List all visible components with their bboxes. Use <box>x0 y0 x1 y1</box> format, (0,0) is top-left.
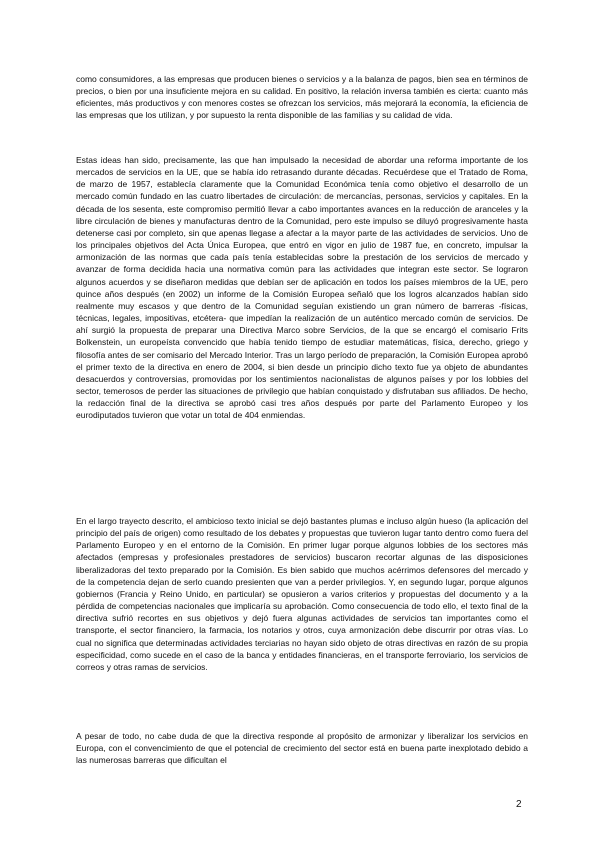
paragraph-2: Estas ideas han sido, precisamente, las que han impulsado la necesidad de abordar una reforma importante de los mercados de servicios en la UE, que se había ido retrasando durante décadas. Recuérdese que el Tratado de Roma, de marzo de 1957, establecía claramente que la Comunidad Económica tenía como objetivo el desarrollo de un mercado común fundado en las cuatro libertades de circulación: de mercancías, personas, servicios y capitales. En la década de los sesenta, este compromiso permitió llevar a cabo importantes avances en la reducción de aranceles y la libre circulación de bienes y manufacturas dentro de la Comunidad, pero este impulso se diluyó progresivamente hasta detenerse casi por completo, sin que apenas llegase a afectar a la mayor parte de las actividades de servicios. Uno de los principales objetivos del Acta Única Europea, que entró en vigor en julio de 1987 fue, en concreto, impulsar la armonización de las normas que cada país tenía establecidas sobre la prestación de los servicios de mercado y avanzar de forma decidida hacia una normativa común para las actividades que integran este sector. Se lograron algunos acuerdos y se diseñaron medidas que debían ser de aplicación en todos los países miembros de la UE, pero quince años después (en 2002) un informe de la Comisión Europea señaló que los logros alcanzados habían sido realmente muy escasos y que dentro de la Comunidad seguían existiendo un gran número de barreras -físicas, técnicas, legales, impositivas, etcétera- que impedían la realización de un auténtico mercado común de servicios. De ahí surgió la propuesta de preparar una Directiva Marco sobre Servicios, de la que se encargó el comisario Frits Bolkenstein, un europeísta convencido que había tenido tiempo de estudiar matemáticas, física, derecho, griego y filosofía antes de ser comisario del Mercado Interior. Tras un largo período de preparación, la Comisión Europea aprobó el primer texto de la directiva en enero de 2004, si bien desde un principio dicho texto fue ya objeto de abundantes desacuerdos y controversias, promovidas por los sentimientos nacionalistas de algunos países y por los lobbies del sector, temerosos de perder las situaciones de privilegio que habían conquistado y disfrutaban sus afiliados. De hecho, la redacción final de la directiva se aprobó casi tres años después por parte del Parlamento Europeo y los eurodiputados tuvieron que votar un total de 404 enmiendas. <box>76 155 528 421</box>
paragraph-1: como consumidores, a las empresas que producen bienes o servicios y a la balanza de pagos, bien sea en términos de precios, o bien por una insuficiente mejora en su calidad. En positivo, la relación inversa también es cierta: cuanto más eficientes, más productivos y con menores costes se ofrezcan los servicios, más mejorará la economía, la eficiencia de las empresas que los utilizan, y por supuesto la renta disponible de las familias y su calidad de vida. <box>76 74 528 121</box>
page-number: 2 <box>516 799 522 810</box>
paragraph-3: En el largo trayecto descrito, el ambicioso texto inicial se dejó bastantes plumas e incluso algún hueso (la aplicación del principio del país de origen) como resultado de los debates y propuestas que tuvieron lugar tanto dentro como fuera del Parlamento Europeo y en el entorno de la Comisión. En primer lugar porque algunos lobbies de los sectores más afectados (empresas y profesionales prestadores de servicios) buscaron recortar algunas de las disposiciones liberalizadoras del texto preparado por la Comisión. Es bien sabido que muchos acérrimos defensores del mercado y de la competencia dejan de serlo cuando presienten que van a perder privilegios. Y, en segundo lugar, porque algunos gobiernos (Francia y Reino Unido, en particular) se opusieron a varios criterios y propuestas del documento y a la pérdida de competencias nacionales que implicaría su aprobación. Como consecuencia de todo ello, el texto final de la directiva sufrió recortes en sus objetivos y dejó fuera algunas actividades de servicios tan importantes como el transporte, el sector financiero, la farmacia, los notarios y otros, cuya armonización debe discurrir por otras vías. Lo cual no significa que determinadas actividades terciarias no hayan sido objeto de otras directivas en razón de su propia especificidad, como sucede en el caso de la banca y entidades financieras, en el transporte ferroviario, los servicios de correos y otras ramas de servicios. <box>76 516 528 672</box>
paragraph-4: A pesar de todo, no cabe duda de que la directiva responde al propósito de armonizar y liberalizar los servicios en Europa, con el convencimiento de que el potencial de crecimiento del sector está en buena parte inexplotado debido a las numerosas barreras que dificultan el <box>76 731 528 766</box>
